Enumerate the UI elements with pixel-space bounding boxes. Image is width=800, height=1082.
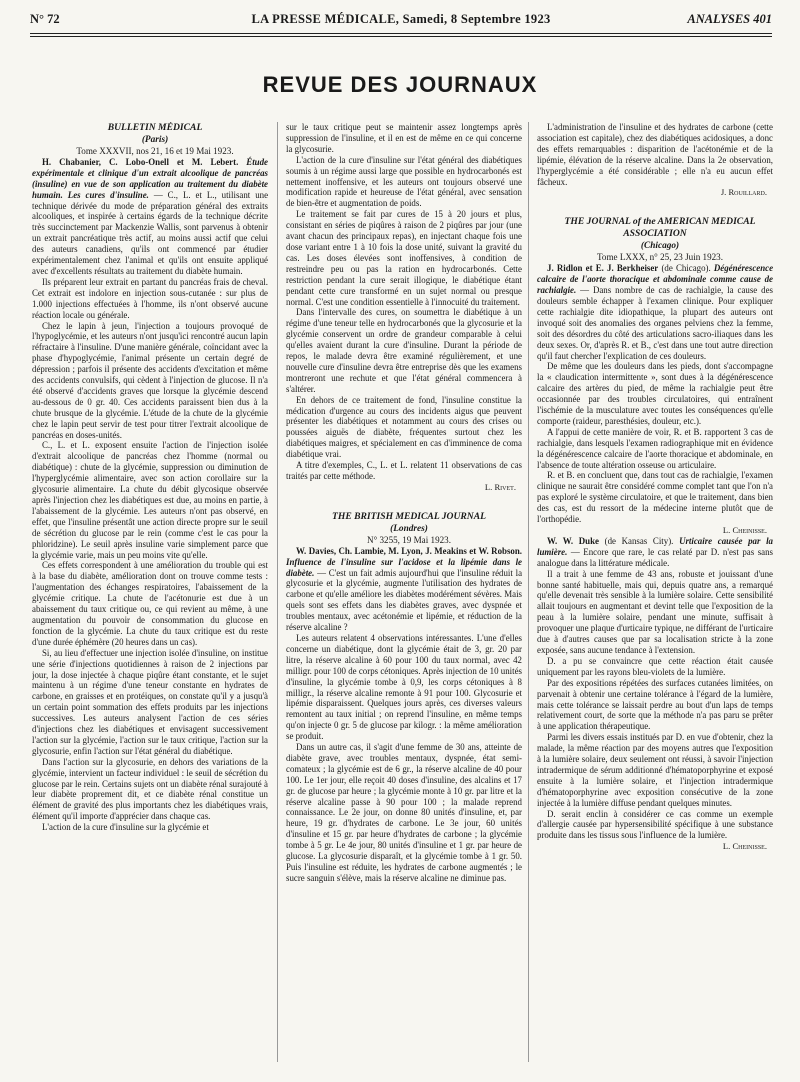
journal-title: LA PRESSE MÉDICALE, Samedi, 8 Septembre 1923 — [251, 12, 551, 26]
article-signature: L. Cheinisse. — [722, 841, 767, 852]
column-1 — [32, 122, 268, 1072]
article-paragraph: sur le taux critique peut se maintenir assez longtemps après suppression de l'insuline, et il en est de même en ce qui concerne la glycosurie. — [286, 122, 522, 154]
section-heading: BULLETIN MÉDICAL — [107, 122, 203, 133]
article-paragraph: L'action de la cure d'insuline sur l'état général des diabétiques soumis à un régime aussi large que possible en hydrocarbonés est nettement inoffensive, et les auteurs ont toujours observé une modification rapide et heureuse de l'état général, avec sensation de bien-être et augmentation de poids. — [286, 154, 522, 209]
article-paragraph: Parmi les divers essais institués par D. en vue d'obtenir, chez la malade, la même réaction par des moyens autres que l'exposition à la lumière solaire, deux seulement ont réussi, à savoir l'injection intradermique de sérum additionné d'hématoporphyrine et exposé ensuite à la lumière solaire, et l'injection intradermique d'hématoporphyrine avec exposition consécutive de la zone injectée à la lumière diffuse pendant quelques minutes. — [537, 732, 773, 808]
article-paragraph: L'administration de l'insuline et des hydrates de carbone (cette association est capitale), chez des diabétiques acidosiques, a donc des effets remarquables : disparition de l'acétonémie et de la lipémie, élévation de la réserve alcaline. Dans la 2e observation, l'hyperglycémie a été considérable ; elle n'a eu aucun effet fâcheux. — [537, 122, 773, 187]
article-paragraph — [32, 157, 268, 277]
article-paragraph: De même que les douleurs dans les pieds, dont s'accompagne la « claudication intermittente », sont dues à la dégénérescence calcaire des artères du pied, de même la rachialgie peut être occasionnée par des troubles circulatoires, qui entraînent l'ischémie de la musculature avec toutes les conséquences qu'elle comporte (raideur, paresthésies, douleur, etc.). — [537, 361, 773, 426]
header-rule-double — [30, 36, 772, 37]
article-text: — Encore que rare, le cas relaté par D. n'est pas sans analogue dans la littérature médicale. — [537, 546, 773, 568]
issue-reference: Tome XXXVII, nos 21, 16 et 19 Mai 1923. — [76, 146, 234, 156]
article-signature: J. Rouillard. — [720, 187, 767, 198]
article-text: — C'est un fait admis aujourd'hui que l'insuline réduit la glycosurie et la glycémie, augmente l'utilisation des hydrates de carbone et qu'elle améliore les diabètes modérément sévères. Mais quels sont ses effets dans les diabètes graves, avec dyspnée et troubles mentaux, avec acétonémie et lipémie, et réduction de la réserve alcaline ? — [286, 567, 522, 633]
article-paragraph — [286, 546, 522, 633]
running-head — [30, 12, 772, 32]
article-paragraph: D. a pu se convaincre que cette réaction était causée uniquement par les rayons bleu-violets de la lumière. — [537, 655, 773, 677]
section-heading: THE JOURNAL of the AMERICAN MEDICAL ASSOCIATION — [564, 216, 756, 240]
article-paragraph — [537, 536, 773, 569]
article-paragraph: Ces effets correspondent à une amélioration du trouble qui est à la base du diabète, amélioration dont on trouve comme tests : l'augmentation des échanges respiratoires, l'abaissement de la glycémie critique. La chute de l'acétonurie est due à un abaissement du taux critique ou, ce qui revient au même, à une augmentation du pouvoir de consommation du glucose en fonction de la glycémie. La chute du taux critique est du reste d'une durée éphémère (20 heures dans un cas). — [32, 560, 268, 647]
article-paragraph: Le traitement se fait par cures de 15 à 20 jours et plus, consistant en séries de piqûres à raison de 2 piqûres par jour (une avant chacun des principaux repas), en injectant chaque fois une dose variant entre 1 à 10 fois la dose unité, suivant la gravité du cas. Les doses élevées sont inoffensives, à condition de restreindre peu ou pas la ration en hydrocarbonés. Cette restriction pendant la cure serait illogique, le diabétique étant pendant cette cure transformé en un sujet normal ou presque normal. C'est une condition essentielle à l'innocuité du traitement. — [286, 209, 522, 307]
article-paragraph: A l'appui de cette manière de voir, R. et B. rapportent 3 cas de rachialgie, dans lesquels l'examen radiographique mit en évidence la dégénérescence calcaire de l'aorte thoracique et abdominale, en l'absence de toute altération osseuse ou articulaire. — [537, 426, 773, 470]
article-signature: L. Rivet. — [484, 481, 516, 492]
article-paragraph: Dans l'action sur la glycosurie, en dehors des variations de la glycémie, intervient un facteur individuel : le seuil de sécrétion du glucose par le rein. Certains sujets ont un diabète rénal surajouté à leur diabète proprement dit, et ce diabète rénal constitue un élément de gravité des plus importants chez les diabétiques vrais, élément qu'il importe d'apprécier dans chaque cas. — [32, 756, 268, 822]
spacer — [537, 198, 773, 216]
section-city: (Chicago) — [640, 241, 680, 252]
article-paragraph: Il a trait à une femme de 43 ans, robuste et jouissant d'une bonne santé habituelle, mais qui, depuis quatre ans, a remarqué qu'elle devenait très sensible à la lumière solaire. Cette sensibilité allait toujours en augmentant et devint telle que l'exposition de la peau à la lumière solaire, pendant une minute, suffisait à provoquer une plaque d'urticaire typique, ne différant de l'urticaire due à d'autres causes que par sa localisation stricte à la zone exposée, sans aucune tendance à l'extension. — [537, 568, 773, 655]
article-text: — Dans nombre de cas de rachialgie, la cause des douleurs semble échapper à l'examen clinique. Pour expliquer cette rachialgie dite idiopathique, la plupart des auteurs ont invoqué soit des anomalies des organes pelviens chez la femme, soit des désordres du côté des articulations sacro-iliaques dans les deux sexes. Or, d'après R. et B., c'est dans une tout autre direction qu'il faut chercher l'explication de ces douleurs. — [537, 285, 773, 361]
issue-reference: Tome LXXX, n° 25, 23 Juin 1923. — [596, 252, 723, 263]
article-title: Dégénérescence calcaire de l'aorte thoracique et abdominale comme cause de rachialgie. — [537, 263, 773, 296]
article-paragraph: Chez le lapin à jeun, l'injection a toujours provoqué de l'hypoglycémie, et les auteurs n'ont jusqu'ici rencontré aucun lapin réfractaire à l'insuline. D'une manière générale, coïncidant avec la phase d'hypoglycémie, l'animal présente un certain degré de dépression ; parfois il présente des accidents d'excitation et même des accidents convulsifs, qui cèdent à l'injection de glucose. Il n'a été observé d'accidents graves que lorsque la glycémie descend au-dessous de 0 gr. 40. Ces accidents paraissent bien dus à la chute brusque de la glycémie. L'étude de la chute de la glycémie chez le lapin peut servir de test pour titrer l'extrait alcoolique de pancréas en doses-unités. — [32, 320, 268, 440]
article-authors: J. Ridlon et E. J. Berkheiser — [547, 263, 659, 274]
article-title: Étude expérimentale et clinique d'un extrait alcoolique de pancréas (insuline) en vue de son application au traitement du diabète humain. Les cures d'insuline. — [32, 156, 268, 200]
article-paragraph: Ils préparent leur extrait en partant du pancréas frais de cheval. Cet extrait est indolore en injection sous-cutanée : sur plus de 1.000 injections effectuées à l'homme, ils n'ont observé aucune réaction locale ou générale. — [32, 276, 268, 320]
article-paragraph: C., L. et L. exposent ensuite l'action de l'injection isolée d'extrait alcoolique de pancréas chez l'homme (normal ou diabétique) : chute de la glycémie, suppression ou diminution de l'hyperglycémie alimentaire, avec son action corollaire sur la glycosurie alimentaire. La chute du débit glycosique observée après l'injection chez les diabétiques est due, au moins en partie, à l'abaissement de la glycémie. Les auteurs n'ont pas observé, en effet, que l'insuline présentât une action directe propre sur le seuil de sécrétion du glucose par le rein (comme c'est le cas pour la phloridzine). Le seuil après insuline varie simplement parce que la glycémie varie, mais un peu moins vite qu'elle. — [32, 440, 268, 560]
article-text: — C., L. et L., utilisant une technique dérivée du mode de préparation général des extraits alcooliques, et inspirée à certains égards de la technique décrite très succinctement par Mackenzie Wallis, sont parvenus à obtenir un extrait pancréatique très actif, au moins aussi actif que celui des auteurs canadiens, qu'ils ont commencé par étudier expérimentalement chez l'animal et qu'ils ont ensuite appliqué avec d'excellents résultats au traitement du diabète humain. — [32, 189, 268, 276]
page-title: REVUE DES JOURNAUX — [262, 72, 538, 97]
header-rule — [30, 33, 772, 34]
article-paragraph: Les auteurs relatent 4 observations intéressantes. L'une d'elles concerne un diabétique, dont la glycémie était de 3, gr. 20 par litre, la réserve alcaline à 60 pour 100 du taux normal, avec 42 milligr. pour 100 de corps cétoniques. Après injection de 10 unités d'insuline, la glycémie tombe à 0,9, les corps cétoniques à 8 milligr., la réserve alcaline remonte à 91 pour 100. Glycosurie et lipémie disparaissent. Quelques jours après, ces diverses valeurs remontent au taux initial ; on reprend l'insuline, en même temps qu'on injecte 0 gr. 5 de glucose par kilogr. : la même amélioration se produit. — [286, 632, 522, 742]
article-paragraph: D. serait enclin à considérer ce cas comme un exemple d'allergie causée par hypersensibilité spécifique à une substance produite dans les tissus sous l'influence de la lumière. — [537, 808, 773, 841]
section-label: ANALYSES 401 — [687, 12, 772, 26]
article-paragraph: A titre d'exemples, C., L. et L. relatent 11 observations de cas traités par cette méthode. — [286, 460, 522, 481]
column-3 — [537, 122, 773, 1072]
article-authors: H. Chabanier, C. Lobo-Onell et M. Lebert. — [42, 156, 239, 167]
article-paragraph: Dans l'intervalle des cures, on soumettra le diabétique à un régime d'une teneur telle en hydrocarbonés que la glycosurie et la glycémie conservent un ordre de grandeur comparable à celui qu'elles avaient durant la cure d'insuline. Durant la période de repos, le malade devra être examiné régulièrement, et une nouvelle cure d'insuline devra être entreprise dès que les examens montreront une rechute et que l'état général commencera à s'altérer. — [286, 307, 522, 394]
article-paragraph — [537, 263, 773, 361]
section-city: (Paris) — [141, 135, 169, 145]
article-paragraph: Par des expositions répétées des surfaces cutanées limitées, on parvenait à obtenir une certaine tolérance à l'égard de la lumière, mais cette tolérance se laissait perdre au bout d'un laps de temps relativement court, de sorte que la méthode n'a pas paru se prêter à une application thérapeutique. — [537, 677, 773, 732]
author-location: (de Kansas City). — [604, 535, 674, 546]
article-signature: L. Cheinisse. — [722, 525, 767, 535]
column-divider — [277, 122, 278, 1062]
section-city: (Londres) — [390, 523, 428, 534]
article-paragraph: En dehors de ce traitement de fond, l'insuline constitue la médication d'urgence au cours des incidents aigus que peuvent présenter les diabétiques et notamment au cours des crises ou poussées aiguës de diabète, fréquentes surtout chez les diabétiques maigres, et spécialement en cas d'imminence de coma diabétique vrai. — [286, 394, 522, 460]
article-title: Influence de l'insuline sur l'acidose et la lipémie dans le diabète. — [286, 556, 522, 578]
article-paragraph: R. et B. en concluent que, dans tout cas de rachialgie, l'examen clinique ne saurait être considéré comme complet tant que l'on n'a pas exploré le système circulatoire, et que le traitement, dans bien des cas, est du ressort de la médecine interne plutôt que de l'orthopédie. — [537, 470, 773, 525]
column-divider — [528, 122, 529, 1062]
author-location: (de Chicago). — [661, 263, 711, 274]
page-number: N° 72 — [30, 12, 60, 26]
spacer — [286, 493, 522, 511]
column-2 — [286, 122, 522, 1072]
article-authors: W. Davies, Ch. Lambie, M. Lyon, J. Meakins et W. Robson. — [296, 545, 522, 556]
article-authors: W. W. Duke — [547, 535, 599, 546]
section-heading: THE BRITISH MEDICAL JOURNAL — [332, 510, 486, 522]
article-paragraph: Dans un autre cas, il s'agit d'une femme de 30 ans, atteinte de diabète grave, avec troubles mentaux, dyspnée, état semi-comateux ; la glycémie est de 6 gr., la réserve alcaline de 40 pour 100. Le 1er jour, elle reçoit 40 doses d'insuline, des alcalins et 17 gr. de glucose par heure ; la glycémie monte à 10 gr. par litre et la réserve alcaline passe à 90 pour 100 ; la malade reprend connaissance. Le 2e jour, on donne 80 unités d'insuline, et, par heure, 19 gr. d'hydrates de carbone. Le 3e jour, 60 unités d'insuline et 15 gr. par heure d'hydrates de carbone ; la glycémie tombe à 5 gr. Le 4e jour, 80 unités d'insuline et 1 gr. par heure de glucose. La glycosurie disparaît, et la glycémie tombe à 1 gr. 50. Puis l'insuline est réduite, les hydrates de carbone augmentés ; le sucre sanguin s'élève, mais la réserve alcaline ne diminue pas. — [286, 742, 522, 883]
article-paragraph: Si, au lieu d'effectuer une injection isolée d'insuline, on institue une série d'injections quotidiennes à raison de 2 injections par jour, la dose injectée à chaque piqûre étant constante, et le sujet maintenu à un régime d'une teneur constante en hydrates de carbone, en graisses et en protéiques, on constate qu'il y a jusqu'à un certain point sommation des effets produits par les injections successives. Les auteurs analysent l'action de ces séries d'injections chez les diabétiques et envisagent successivement l'action sur la glycémie, l'action sur le taux critique, l'action sur la glycosurie, enfin l'action sur l'état général du diabétique. — [32, 647, 268, 756]
article-title: Urticaire causée par la lumière. — [537, 535, 773, 557]
issue-reference: N° 3255, 19 Mai 1923. — [367, 534, 451, 545]
article-paragraph: L'action de la cure d'insuline sur la glycémie et — [42, 822, 209, 833]
